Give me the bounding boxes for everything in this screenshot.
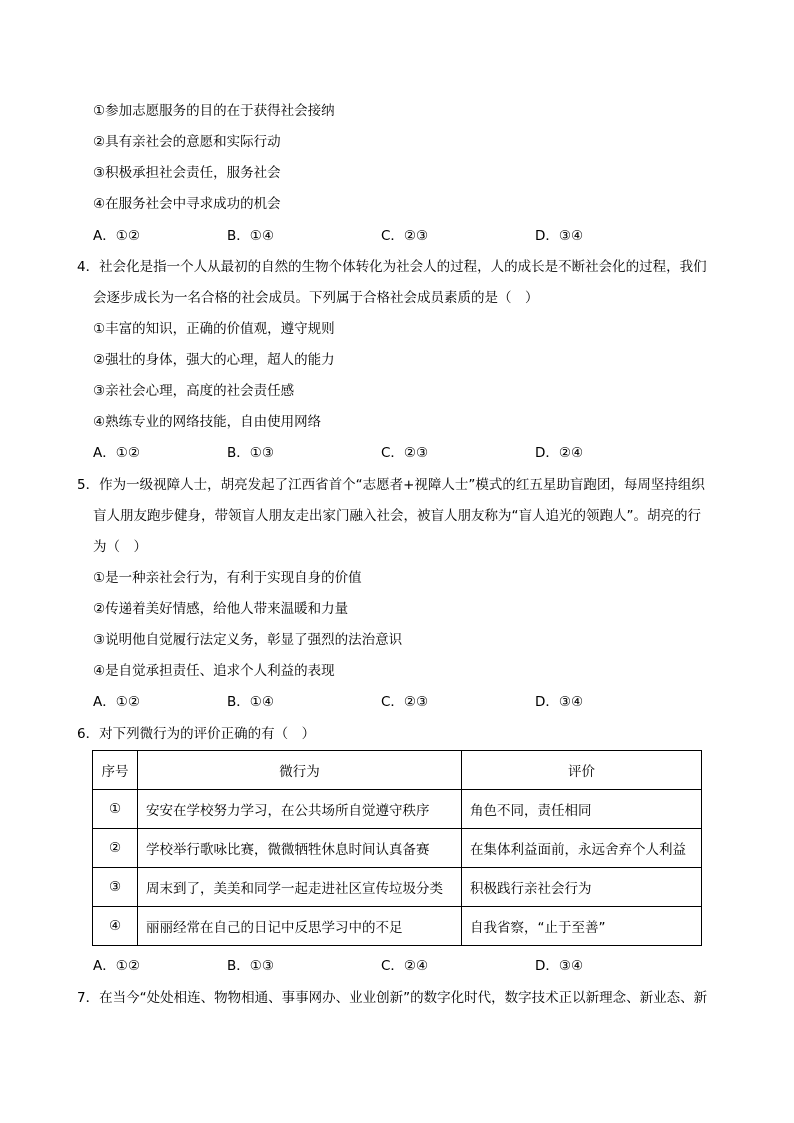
row-evaluation: 在集体利益面前，永远舍弃个人利益 — [462, 829, 702, 868]
q4-statement-1: ①丰富的知识，正确的价值观，遵守规则 — [93, 321, 335, 337]
q3-option-a: A．①② — [93, 228, 140, 244]
q4-stem-line-1: 4．社会化是指一个人从最初的自然的生物个体转化为社会人的过程，人的成长是不断社会化的过程，我们 — [77, 259, 707, 275]
table-row — [93, 829, 702, 868]
q3-statement-3: ③积极承担社会责任，服务社会 — [93, 165, 281, 181]
q5-statement-4: ④是自觉承担责任、追求个人利益的表现 — [93, 663, 335, 679]
q5-statement-3: ③说明他自觉履行法定义务，彰显了强烈的法治意识 — [93, 632, 403, 648]
header-evaluation: 评价 — [462, 751, 702, 790]
q3-option-c: C．②③ — [381, 228, 429, 244]
row-evaluation: 角色不同，责任相同 — [462, 790, 702, 829]
table-row — [93, 907, 702, 946]
q6-stem: 6．对下列微行为的评价正确的有（ ） — [77, 726, 316, 742]
q3-option-b: B．①④ — [227, 228, 274, 244]
q3-statement-2: ②具有亲社会的意愿和实际行动 — [93, 134, 281, 150]
q7-stem: 7．在当今“处处相连、物物相通、事事网办、业业创新”的数字化时代，数字技术正以新理念、新业态、新 — [77, 990, 708, 1006]
row-index: ① — [93, 790, 138, 829]
row-index: ③ — [93, 868, 138, 907]
table-header-row — [93, 751, 702, 790]
q5-stem-line-2: 盲人朋友跑步健身，带领盲人朋友走出家门融入社会，被盲人朋友称为“盲人追光的领跑人”。胡亮的行 — [93, 508, 701, 524]
q5-option-b: B．①④ — [227, 694, 274, 710]
row-index: ④ — [93, 907, 138, 946]
table-row — [93, 790, 702, 829]
row-behavior: 学校举行歌咏比赛，微微牺牲休息时间认真备赛 — [138, 829, 462, 868]
q6-option-d: D．③④ — [535, 958, 584, 974]
row-behavior: 安安在学校努力学习，在公共场所自觉遵守秩序 — [138, 790, 462, 829]
q4-option-d: D．②④ — [535, 445, 584, 461]
header-index: 序号 — [93, 751, 138, 790]
row-behavior: 丽丽经常在自己的日记中反思学习中的不足 — [138, 907, 462, 946]
header-behavior: 微行为 — [138, 751, 462, 790]
q6-option-c: C．②④ — [381, 958, 429, 974]
table-row — [93, 868, 702, 907]
q4-statement-2: ②强壮的身体，强大的心理，超人的能力 — [93, 352, 335, 368]
row-index: ② — [93, 829, 138, 868]
q4-statement-4: ④熟练专业的网络技能，自由使用网络 — [93, 414, 322, 430]
q6-option-a: A．①② — [93, 958, 140, 974]
q5-statement-2: ②传递着美好情感，给他人带来温暖和力量 — [93, 601, 349, 617]
q5-stem-line-1: 5．作为一级视障人士，胡亮发起了江西省首个“志愿者+视障人士”模式的红五星助盲跑团，每周坚持组织 — [77, 477, 705, 493]
q6-evaluation-table — [92, 750, 702, 946]
q5-option-d: D．③④ — [535, 694, 584, 710]
q5-statement-1: ①是一种亲社会行为，有利于实现自身的价值 — [93, 570, 362, 586]
q3-statement-1: ①参加志愿服务的目的在于获得社会接纳 — [93, 103, 335, 119]
q4-option-a: A．①② — [93, 445, 140, 461]
q5-option-c: C．②③ — [381, 694, 429, 710]
q4-option-c: C．②③ — [381, 445, 429, 461]
q3-statement-4: ④在服务社会中寻求成功的机会 — [93, 196, 281, 212]
row-evaluation: 自我省察，“止于至善” — [462, 907, 702, 946]
row-evaluation: 积极践行亲社会行为 — [462, 868, 702, 907]
row-behavior: 周末到了，美美和同学一起走进社区宣传垃圾分类 — [138, 868, 462, 907]
q4-option-b: B．①③ — [227, 445, 274, 461]
q6-option-b: B．①③ — [227, 958, 274, 974]
q4-stem-line-2: 会逐步成长为一名合格的社会成员。下列属于合格社会成员素质的是（ ） — [93, 290, 539, 306]
q5-option-a: A．①② — [93, 694, 140, 710]
q4-statement-3: ③亲社会心理，高度的社会责任感 — [93, 383, 295, 399]
q3-option-d: D．③④ — [535, 228, 584, 244]
q5-stem-line-3: 为（ ） — [93, 539, 147, 555]
